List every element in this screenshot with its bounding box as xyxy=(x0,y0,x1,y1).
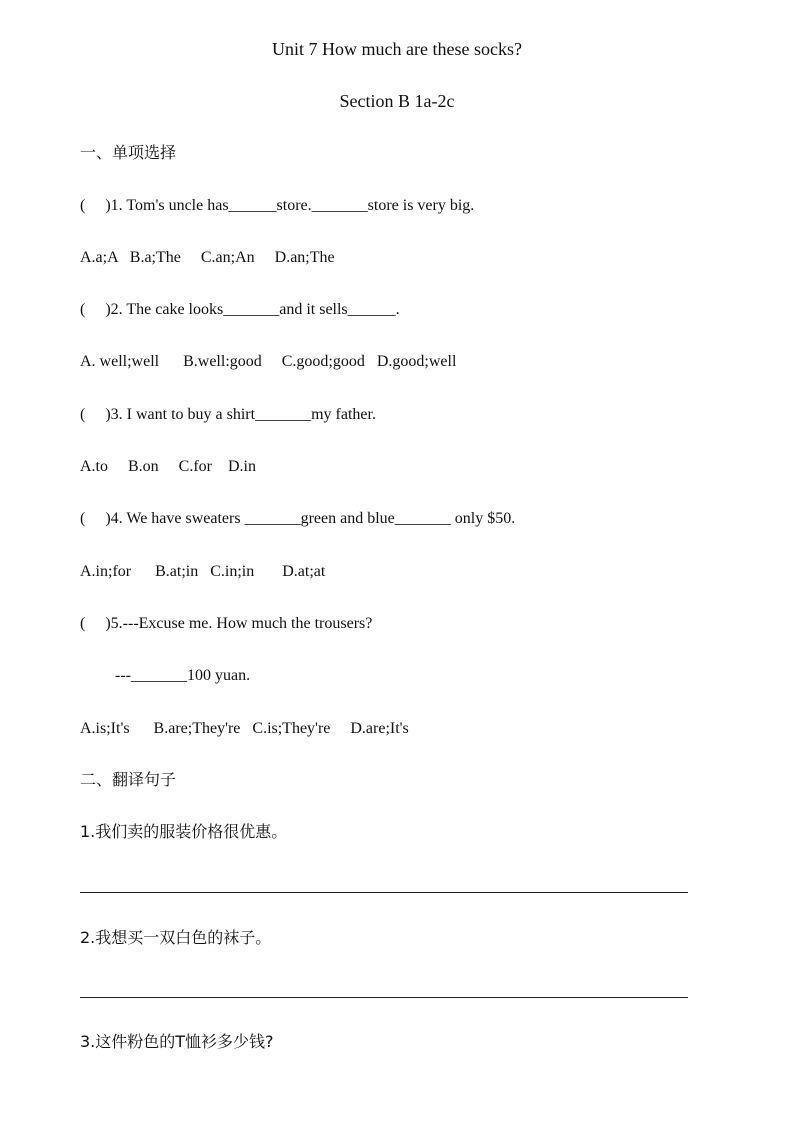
question-5-options: A.is;It's B.are;They're C.is;They're D.are;It's xyxy=(80,720,409,737)
page-title: Unit 7 How much are these socks? xyxy=(272,39,522,59)
question-2-stem: ( )2. The cake looks_______and it sells______. xyxy=(80,301,400,318)
question-1-stem: ( )1. Tom's uncle has______store._______store is very big. xyxy=(80,197,475,214)
translation-sentence-1: 1.我们卖的服装价格很优惠。 xyxy=(80,822,288,841)
answer-line-1[interactable] xyxy=(80,892,688,893)
question-1-options: A.a;A B.a;The C.an;An D.an;The xyxy=(80,249,335,266)
question-5-stem: ( )5.---Excuse me. How much the trousers? xyxy=(80,615,373,632)
question-4-options: A.in;for B.at;in C.in;in D.at;at xyxy=(80,563,326,580)
question-5-reply: ---_______100 yuan. xyxy=(115,667,251,684)
question-3-options: A.to B.on C.for D.in xyxy=(80,458,256,475)
translation-sentence-2: 2.我想买一双白色的袜子。 xyxy=(80,928,272,947)
section-heading-multiple-choice: 一、单项选择 xyxy=(80,143,177,162)
page-subtitle: Section B 1a-2c xyxy=(339,91,455,111)
translation-sentence-3: 3.这件粉色的T恤衫多少钱? xyxy=(80,1032,274,1051)
answer-line-2[interactable] xyxy=(80,997,688,998)
question-4-stem: ( )4. We have sweaters _______green and blue_______ only $50. xyxy=(80,510,516,527)
section-heading-translation: 二、翻译句子 xyxy=(80,770,177,789)
question-2-options: A. well;well B.well:good C.good;good D.good;well xyxy=(80,353,457,370)
question-3-stem: ( )3. I want to buy a shirt_______my father. xyxy=(80,406,376,423)
